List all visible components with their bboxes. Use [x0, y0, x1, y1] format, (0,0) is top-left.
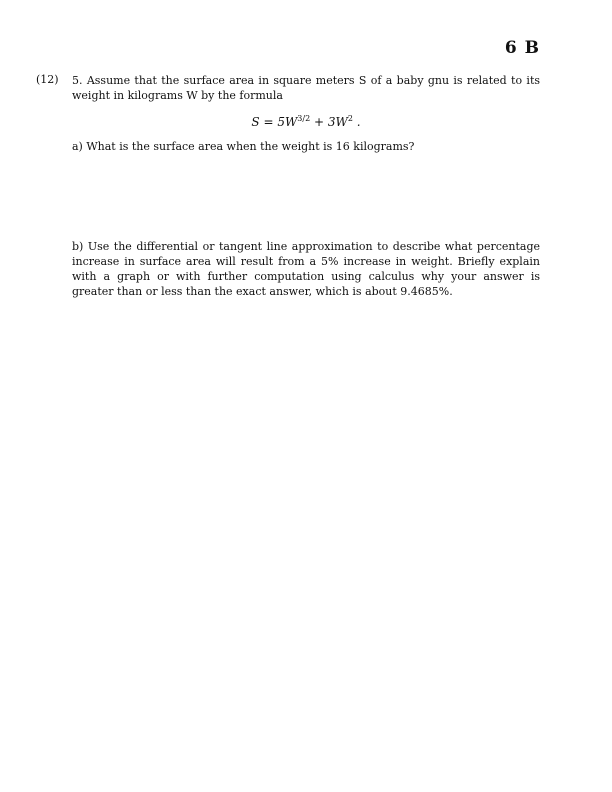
- part-a: a) What is the surface area when the weight is 16 kilograms?: [72, 140, 415, 153]
- points-label: (12): [36, 73, 59, 86]
- formula: [0, 114, 612, 129]
- page-header: 6 B: [504, 38, 540, 58]
- formula-end: .: [352, 115, 361, 129]
- formula-exponent-2: 2: [347, 114, 353, 123]
- problem-number: 5.: [72, 74, 83, 87]
- problem-intro: [72, 73, 540, 103]
- formula-mid: + 3W: [310, 115, 348, 129]
- problem-intro-text: Assume that the surface area in square meters S of a baby gnu is related to its weight in kilograms W by the formula: [72, 74, 541, 102]
- formula-lhs: S = 5W: [251, 115, 298, 129]
- part-b: b) Use the differential or tangent line approximation to describe what percentage increase in surface area will result from a 5% increase in weight. Briefly explain with a graph or with further computation using calculus why your answer is greater than or less than the exact answer, which is about 9.4685%.: [72, 240, 540, 298]
- formula-exponent-1: 3/2: [297, 114, 311, 123]
